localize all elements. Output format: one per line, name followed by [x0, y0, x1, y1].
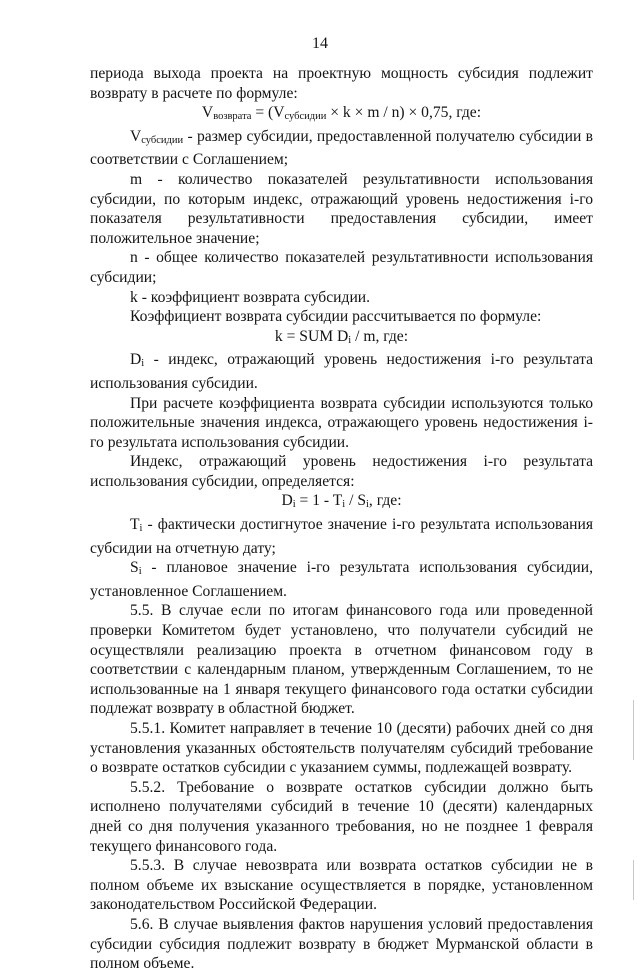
formula3-tail: , где: [368, 492, 402, 510]
def-s-text: - плановое значение i-го результата использования субсидии, установленное Соглашением. [90, 559, 593, 600]
def-t-subscript: i [139, 523, 143, 535]
paragraph-index-definition: Индекс, отражающий уровень недостижения i-го результата использования субсидии, определяется: [90, 453, 593, 490]
formula3-mid: = 1 - T [295, 492, 343, 510]
def-s-subscript: i [138, 566, 142, 578]
formula-coefficient [90, 327, 593, 351]
formula-tail: × k × m / n) × 0,75, где: [326, 104, 482, 122]
def-t-text: - фактически достигнутое значение i-го результата использования субсидии на отчетную дату; [90, 516, 593, 557]
formula3-d: D [281, 492, 293, 510]
formula3-slash: / S [345, 492, 366, 510]
clause-5-5-1: 5.5.1. Комитет направляет в течение 10 (десяти) рабочих дней со дня установления указанных обстоятельств получателям субсидий требование о возврате остатков субсидии с указанием суммы, подлежащей возврату. [90, 720, 593, 777]
scan-edge-mark [633, 700, 634, 760]
formula2-lead: k = SUM D [274, 327, 349, 345]
formula-v-symbol: V [201, 104, 214, 122]
def-s-symbol: S [130, 559, 139, 577]
formula3-s-subscript: i [366, 499, 369, 511]
def-v-text: - размер субсидии, предоставленной получателю субсидии в соответствии с Соглашением; [90, 127, 593, 169]
def-d-symbol: D [130, 351, 142, 369]
definition-n: n - общее количество показателей результативности использования субсидии; [90, 249, 593, 286]
formula2-subscript: i [348, 334, 352, 346]
def-v-subscript: субсидии [141, 134, 184, 146]
paragraph-return-period: периода выхода проекта на проектную мощность субсидия подлежит возврату в расчете по формуле: [90, 65, 593, 102]
clause-5-5: 5.5. В случае если по итогам финансового года или проведенной проверки Комитетом будет установлено, что получатели субсидий не осуществляли реализацию проекта в отчетном финансовом году в соответствии с календарным планом, утвержденным Соглашением, то не использованные на 1 января текущего финансового года остатки субсидии подлежат возврату в областной бюджет. [90, 602, 593, 718]
formula3-d-subscript: i [292, 499, 296, 511]
document-body [90, 64, 593, 974]
formula-subsidy-subscript: субсидии [284, 111, 327, 123]
def-d-subscript: i [141, 358, 145, 370]
clause-5-5-3: 5.5.3. В случае невозврата или возврата остатков субсидии не в полном объеме их взыскание осуществляется в порядке, установленном законодательством Российской Федерации. [90, 857, 593, 914]
formula-index [90, 491, 593, 515]
definition-d [90, 350, 593, 393]
definition-v-subsidy [90, 127, 593, 170]
definition-k: k - коэффициент возврата субсидии. [130, 288, 371, 306]
definition-t [90, 515, 593, 558]
def-d-text: - индекс, отражающий уровень недостижения i-го результата использования субсидии. [90, 351, 593, 392]
scan-edge-mark-lower [633, 860, 634, 900]
def-t-symbol: T [130, 516, 140, 534]
clause-5-5-2: 5.5.2. Требование о возврате остатков субсидии должно быть исполнено получателями субсидий в течение 10 (десяти) календарных дней со дня получения указанного требования, но не позднее 1 февраля текущего финансового года. [90, 778, 593, 855]
formula2-tail: / m, где: [351, 327, 409, 345]
formula-middle: = (V [251, 104, 285, 122]
def-v-symbol: V [130, 127, 142, 145]
formula-return-amount [90, 103, 593, 127]
page-number: 14 [312, 35, 328, 52]
paragraph-positive-values: При расчете коэффициента возврата субсидии используются только положительные значения индекса, отражающего уровень недостижения i-го результата использования субсидии. [90, 394, 593, 451]
clause-5-6: 5.6. В случае выявления фактов нарушения условий предоставления субсидии субсидия подлежит возврату в бюджет Мурманской области в полном объеме. [90, 915, 593, 973]
formula3-t-subscript: i [342, 499, 346, 511]
formula-v-subscript: возврата [213, 111, 252, 123]
paragraph-coefficient-formula-intro: Коэффициент возврата субсидии рассчитывается по формуле: [130, 308, 542, 326]
definition-m: m - количество показателей результативности использования субсидии, по которым индекс, отражающий уровень недостижения i-го показателя результативности предоставления субсидии, имеет положительное значение; [90, 170, 593, 247]
definition-s [90, 558, 593, 601]
